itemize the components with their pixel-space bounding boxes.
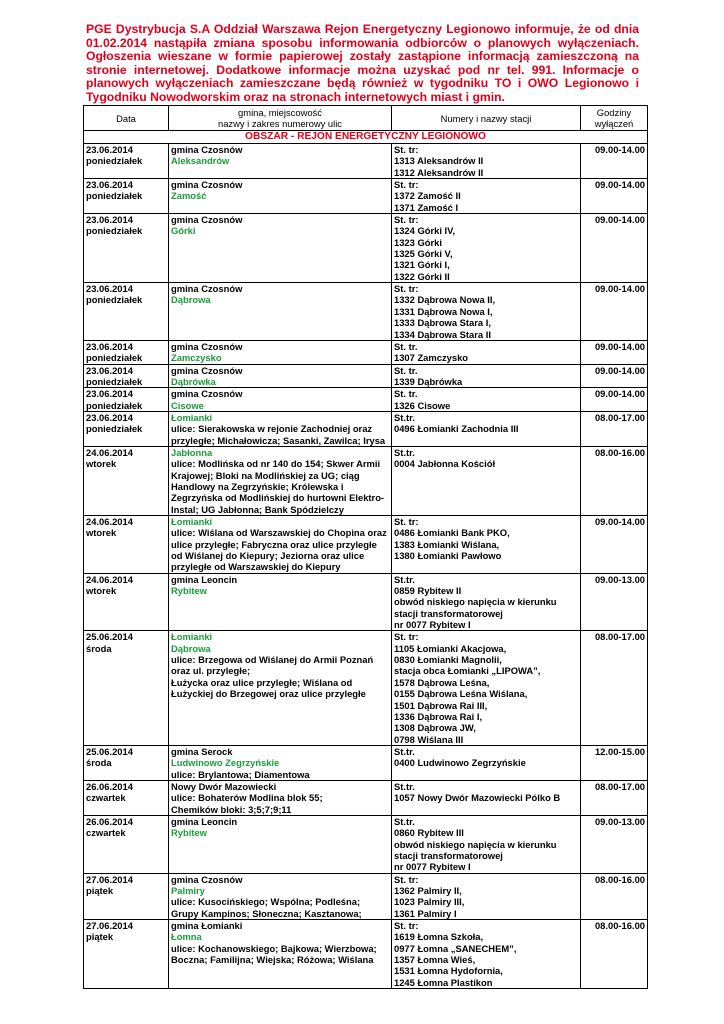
municipality: gmina Czosnów <box>171 364 243 376</box>
municipality: gmina Łomianki <box>171 920 243 932</box>
station-item: 1331 Dąbrowa Nowa I, <box>394 305 493 317</box>
station-item: 0400 Ludwinowo Zegrzyńskie <box>394 757 526 769</box>
header-stations: Numery i nazwy stacji <box>392 106 581 131</box>
station-item: 1105 Łomianki Akacjowa, <box>394 642 507 654</box>
stations-cell <box>392 214 581 283</box>
station-item: obwód niskiego napięcia w kierunku <box>394 596 557 608</box>
stations-cell <box>392 388 581 412</box>
region-title: OBSZAR - REJON ENERGETYCZNY LEGIONOWO <box>84 131 648 144</box>
weekday: piątek <box>86 931 114 943</box>
table-row <box>84 364 648 388</box>
date: 25.06.2014 <box>86 631 133 643</box>
municipality: gmina Leoncin <box>171 815 238 827</box>
municipality: gmina Czosnów <box>171 388 243 400</box>
street-list: ulice: Brzegowa od Wiślanej do Armii Poznań oraz ul. przyległe; Łużycka oraz ulice przyległe; Wiślana od Łużyckiej do Brzegowej oraz ulice przyległe <box>171 654 374 700</box>
locality: Rybitew <box>171 827 207 839</box>
region-row <box>84 131 648 144</box>
station-label: St. tr: <box>394 214 419 226</box>
station-item: 0004 Jabłonna Kościół <box>394 458 496 470</box>
weekday: poniedziałek <box>86 423 143 435</box>
location-cell <box>169 873 392 919</box>
station-label: St. tr: <box>394 920 419 932</box>
station-item: 1323 Górki <box>394 236 442 248</box>
stations-cell <box>392 573 581 631</box>
station-item: 1372 Zamość II <box>394 190 461 202</box>
outage-hours: 08.00-17.00 <box>581 631 648 745</box>
table-row <box>84 214 648 283</box>
date-cell <box>84 573 169 631</box>
station-item: 1357 Łomna Wieś, <box>394 954 476 966</box>
stations-cell <box>392 920 581 989</box>
outage-hours: 08.00-17.00 <box>581 411 648 446</box>
station-item: 1339 Dąbrówka <box>394 375 463 387</box>
station-item: 1057 Nowy Dwór Mazowiecki Pólko B <box>394 792 561 804</box>
date-cell <box>84 340 169 364</box>
weekday: czwartek <box>86 792 126 804</box>
municipality: gmina Czosnów <box>171 340 243 352</box>
stations-cell <box>392 411 581 446</box>
location-cell <box>169 214 392 283</box>
station-item: 0830 Łomianki Magnolii, <box>394 654 502 666</box>
stations-cell <box>392 179 581 214</box>
locality: Rybitew <box>171 585 207 597</box>
weekday: wtorek <box>86 585 117 597</box>
outage-hours: 09.00-14.00 <box>581 364 648 388</box>
station-item: 0860 Rybitew III <box>394 827 464 839</box>
date-cell <box>84 446 169 515</box>
location-cell <box>169 815 392 873</box>
station-item: 1531 Łomna Hydofornia, <box>394 965 503 977</box>
location-cell <box>169 631 392 745</box>
municipality: gmina Czosnów <box>171 179 243 191</box>
municipality: gmina Czosnów <box>171 283 243 295</box>
station-label: St. tr: <box>394 179 419 191</box>
station-label: St. tr. <box>394 388 418 400</box>
location-cell <box>169 340 392 364</box>
date: 24.06.2014 <box>86 573 133 585</box>
street-list: ulice: Kochanowskiego; Bajkowa; Wierzbowa; Boczna; Familijna; Wiejska; Różowa; Wiślana <box>171 942 377 966</box>
outage-hours: 09.00-14.00 <box>581 340 648 364</box>
station-item: 1380 Łomianki Pawłowo <box>394 550 502 562</box>
station-item: 1332 Dąbrowa Nowa II, <box>394 294 496 306</box>
table-row <box>84 631 648 745</box>
station-item: 0496 Łomianki Zachodnia III <box>394 423 519 435</box>
station-label: St. tr: <box>394 283 419 295</box>
station-item: 0977 Łomna „SANECHEM”, <box>394 942 517 954</box>
station-label: St. tr: <box>394 144 419 155</box>
weekday: czwartek <box>86 827 126 839</box>
location-cell <box>169 446 392 515</box>
date-cell <box>84 214 169 283</box>
weekday: wtorek <box>86 527 117 539</box>
outage-hours: 09.00-13.00 <box>581 573 648 631</box>
weekday: poniedziałek <box>86 352 143 364</box>
station-item: 1321 Górki I, <box>394 259 450 271</box>
table-row <box>84 340 648 364</box>
table-row <box>84 283 648 341</box>
station-item: 1362 Palmiry II, <box>394 885 462 896</box>
table-header-row <box>84 106 648 131</box>
locality: Łomianki <box>171 516 213 527</box>
stations-cell <box>392 873 581 919</box>
locality: Górki <box>171 225 196 237</box>
location-cell <box>169 179 392 214</box>
location-cell <box>169 920 392 989</box>
station-label: St.tr. <box>394 411 415 423</box>
station-item: 0798 Wiślana III <box>394 733 464 745</box>
station-item: 1313 Aleksandrów II <box>394 155 484 167</box>
station-item: 1578 Dąbrowa Leśna, <box>394 676 490 688</box>
outage-hours: 09.00-14.00 <box>581 144 648 179</box>
table-row <box>84 144 648 179</box>
date: 27.06.2014 <box>86 873 133 885</box>
station-item: 1324 Górki IV, <box>394 225 456 237</box>
outage-schedule-table <box>83 105 648 989</box>
station-label: St. tr. <box>394 340 418 352</box>
location-cell <box>169 388 392 412</box>
outage-hours: 09.00-13.00 <box>581 815 648 873</box>
table-row <box>84 411 648 446</box>
municipality: gmina Czosnów <box>171 214 243 226</box>
station-item: 1501 Dąbrowa Rai III, <box>394 699 488 711</box>
street-list: ulice: Bohaterów Modlina blok 55; Chemików bloki: 3;5;7;9;11 <box>171 792 323 815</box>
table-row <box>84 388 648 412</box>
stations-cell <box>392 283 581 341</box>
municipality: gmina Leoncin <box>171 573 238 585</box>
location-cell <box>169 411 392 446</box>
location-cell <box>169 573 392 631</box>
station-label: St.tr. <box>394 780 415 792</box>
station-item: obwód niskiego napięcia w kierunku <box>394 838 557 850</box>
stations-cell <box>392 144 581 179</box>
location-cell <box>169 144 392 179</box>
outage-hours: 09.00-14.00 <box>581 179 648 214</box>
location-cell <box>169 745 392 780</box>
location-cell <box>169 283 392 341</box>
stations-cell <box>392 364 581 388</box>
weekday: poniedziałek <box>86 155 143 167</box>
date-cell <box>84 920 169 989</box>
location-cell <box>169 364 392 388</box>
date-cell <box>84 283 169 341</box>
locality: Zamość <box>171 190 207 202</box>
stations-cell <box>392 516 581 574</box>
date: 24.06.2014 <box>86 516 133 527</box>
stations-cell <box>392 446 581 515</box>
locality: Ludwinowo Zegrzyńskie <box>171 757 280 769</box>
station-item: 1245 Łomna Plastikon <box>394 976 493 988</box>
station-label: St.tr. <box>394 745 415 757</box>
station-item: 0155 Dąbrowa Leśna Wiślana, <box>394 688 528 700</box>
street-list: ulice: Wiślana od Warszawskiej do Chopina oraz ulice przyległe; Fabryczna oraz ulice przyległe od Wiślanej do Kiepury; Jeziorna oraz ulice przyległe od Warszawskiej do Kiepury <box>171 527 387 573</box>
station-item: nr 0077 Rybitew I <box>394 861 471 873</box>
station-item: 1325 Górki V, <box>394 248 453 260</box>
date: 27.06.2014 <box>86 920 133 932</box>
station-item: 1361 Palmiry I <box>394 907 457 919</box>
locality: Palmiry <box>171 885 205 896</box>
date: 26.06.2014 <box>86 815 133 827</box>
station-item: 1334 Dąbrowa Stara II <box>394 328 491 340</box>
intro-notice: PGE Dystrybucja S.A Oddział Warszawa Rejon Energetyczny Legionowo informuje, że od dnia 01.02.2014 nastąpiła zmiana sposobu informowania odbiorców o planowych wyłączeniach. Ogłoszenia wieszane w formie papierowej zostały zastąpione informacją zamieszczoną na stronie internetowej. Dodatkowe informacje można uzyskać pod nr tel. 991. Informacje o planowych wyłączeniach zamieszczane będą również w tygodniku TO i OWO Legionowo i Tygodniku Nowodworskim oraz na stronach internetowych miast i gmin. <box>86 22 639 104</box>
date: 23.06.2014 <box>86 283 133 295</box>
date-cell <box>84 516 169 574</box>
station-item: stacji transformatorowej <box>394 607 503 619</box>
outage-hours: 12.00-15.00 <box>581 745 648 780</box>
outage-hours: 08.00-16.00 <box>581 920 648 989</box>
locality: Zamczysko <box>171 352 222 364</box>
weekday: poniedziałek <box>86 225 143 237</box>
station-label: St. tr. <box>394 364 418 376</box>
outage-hours: 08.00-16.00 <box>581 446 648 515</box>
locality: Jabłonna <box>171 446 213 458</box>
date: 23.06.2014 <box>86 144 133 155</box>
street-list: ulice: Sierakowska w rejonie Zachodniej oraz przyległe; Michałowicza; Sasanki, Zawilca; Irysa <box>171 423 386 446</box>
date: 23.06.2014 <box>86 411 133 423</box>
date-cell <box>84 745 169 780</box>
municipality: Nowy Dwór Mazowiecki <box>171 780 277 792</box>
weekday: piątek <box>86 885 114 896</box>
table-row <box>84 780 648 815</box>
locality: Dąbrówka <box>171 375 216 387</box>
weekday: poniedziałek <box>86 399 143 411</box>
station-label: St. tr: <box>394 631 419 643</box>
stations-cell <box>392 745 581 780</box>
table-row <box>84 873 648 919</box>
locality: Łomna <box>171 931 202 943</box>
station-item: 1307 Zamczysko <box>394 352 469 364</box>
locality: Dąbrowa <box>171 294 211 306</box>
station-item: 1322 Górki II <box>394 270 450 282</box>
station-label: St.tr. <box>394 446 415 458</box>
table-row <box>84 815 648 873</box>
stations-cell <box>392 631 581 745</box>
street-list: ulice: Modlińska od nr 140 do 154; Skwer Armii Krajowej; Bloki na Modlińskiej za UG; ciąg Handlowy na Zegrzyńskie; Królewska i Zegrzyńska od Modlińskiej do hurtowni Elektro-Instal; UG Jabłonna; Bank Spódzielczy <box>171 458 385 515</box>
station-label: St. tr: <box>394 873 419 885</box>
date-cell <box>84 815 169 873</box>
locality: Łomianki <box>171 631 213 643</box>
table-row <box>84 446 648 515</box>
station-item: stacji transformatorowej <box>394 849 503 861</box>
weekday: poniedziałek <box>86 375 143 387</box>
station-item: 1308 Dąbrowa JW, <box>394 722 476 734</box>
locality: Łomianki <box>171 411 213 423</box>
station-label: St.tr. <box>394 573 415 585</box>
date-cell <box>84 631 169 745</box>
table-row <box>84 179 648 214</box>
date: 25.06.2014 <box>86 745 133 757</box>
table-row <box>84 516 648 574</box>
station-item: 1619 Łomna Szkoła, <box>394 931 484 943</box>
outage-hours: 08.00-16.00 <box>581 873 648 919</box>
date: 23.06.2014 <box>86 179 133 191</box>
date: 23.06.2014 <box>86 214 133 226</box>
street-list: ulice: Brylantowa; Diamentowa <box>171 768 310 780</box>
station-item: 1371 Zamość I <box>394 201 459 213</box>
date: 23.06.2014 <box>86 388 133 400</box>
street-list: ulice: Kusocińskiego; Wspólna; Podleśna; Grupy Kampinos; Słoneczna; Kasztanowa; <box>171 896 362 919</box>
weekday: poniedziałek <box>86 190 143 202</box>
date-cell <box>84 780 169 815</box>
stations-cell <box>392 780 581 815</box>
municipality: gmina Serock <box>171 745 233 757</box>
outage-hours: 09.00-14.00 <box>581 283 648 341</box>
municipality: gmina Czosnów <box>171 873 243 885</box>
station-item: 0486 Łomianki Bank PKO, <box>394 527 510 539</box>
station-label: St. tr: <box>394 516 419 527</box>
table-body <box>84 144 648 989</box>
station-label: St.tr. <box>394 815 415 827</box>
station-item: 1333 Dąbrowa Stara I, <box>394 317 491 329</box>
station-item: 1023 Palmiry III, <box>394 896 465 908</box>
locality-secondary: Dąbrowa <box>171 642 211 654</box>
weekday: środa <box>86 757 112 769</box>
outage-hours: 09.00-14.00 <box>581 388 648 412</box>
station-item: 1336 Dąbrowa Rai I, <box>394 710 483 722</box>
header-hours: Godziny wyłączeń <box>581 106 648 131</box>
date: 23.06.2014 <box>86 340 133 352</box>
locality: Cisowe <box>171 399 204 411</box>
weekday: poniedziałek <box>86 294 143 306</box>
weekday: środa <box>86 642 112 654</box>
station-item: 0859 Rybitew II <box>394 585 462 597</box>
date-cell <box>84 873 169 919</box>
date-cell <box>84 388 169 412</box>
table-row <box>84 745 648 780</box>
stations-cell <box>392 340 581 364</box>
date-cell <box>84 144 169 179</box>
date: 26.06.2014 <box>86 780 133 792</box>
date: 24.06.2014 <box>86 446 133 458</box>
header-place: gmina, miejscowość nazwy i zakres numerowy ulic <box>169 106 392 131</box>
station-item: 1312 Aleksandrów II <box>394 166 484 178</box>
table-row <box>84 573 648 631</box>
station-item: 1383 Łomianki Wiślana, <box>394 538 500 550</box>
locality: Aleksandrów <box>171 155 230 167</box>
outage-hours: 09.00-14.00 <box>581 516 648 574</box>
location-cell <box>169 780 392 815</box>
municipality: gmina Czosnów <box>171 144 243 155</box>
date-cell <box>84 179 169 214</box>
table-row <box>84 920 648 989</box>
station-item: 1326 Cisowe <box>394 399 451 411</box>
outage-hours: 09.00-14.00 <box>581 214 648 283</box>
header-date: Data <box>84 106 169 131</box>
station-item: stacja obca Łomianki „LIPOWA”, <box>394 665 541 677</box>
date-cell <box>84 364 169 388</box>
location-cell <box>169 516 392 574</box>
weekday: wtorek <box>86 458 117 470</box>
station-item: nr 0077 Rybitew I <box>394 619 471 631</box>
date: 23.06.2014 <box>86 364 133 376</box>
stations-cell <box>392 815 581 873</box>
outage-hours: 08.00-17.00 <box>581 780 648 815</box>
date-cell <box>84 411 169 446</box>
